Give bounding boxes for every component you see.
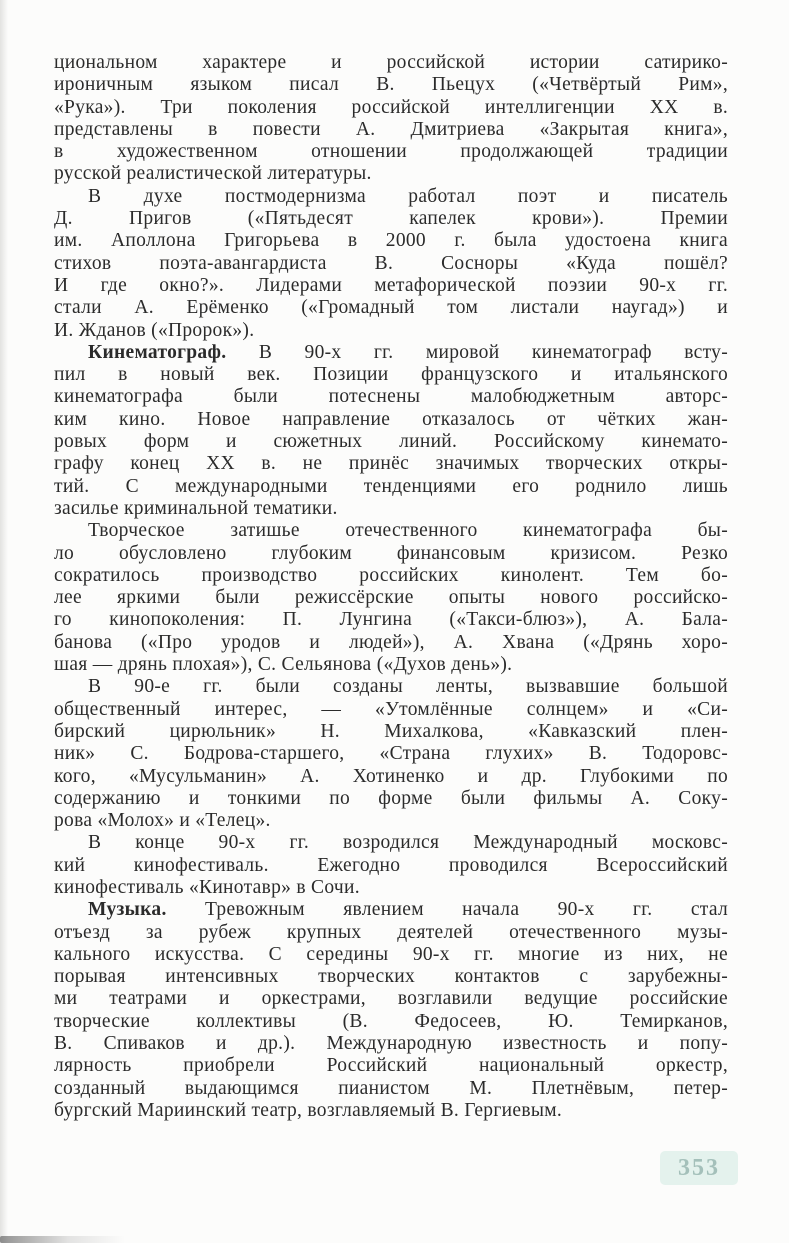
- text-line: В духе постмодернизма работал поэт и писатель: [88, 185, 728, 207]
- text-line: Музыка. Тревожным явлением начала 90-х гг. стал: [88, 899, 728, 921]
- text-line: бирский цирюльник» Н. Михалкова, «Кавказский плен-: [54, 720, 728, 742]
- text-line: В. Спиваков и др.). Международную известность и попу-: [54, 1033, 728, 1055]
- text-line: ник» С. Бодрова-старшего, «Страна глухих» В. Тодоровс-: [54, 743, 728, 765]
- section-heading-music: Музыка.: [88, 899, 167, 921]
- section-heading-cinema: Кинематограф.: [88, 341, 227, 363]
- text-line: кий кинофестиваль. Ежегодно проводился Всероссийский: [54, 854, 728, 876]
- paragraph: [54, 52, 728, 186]
- text-line: рова «Молох» и «Телец».: [54, 810, 271, 832]
- text-line: циональном характере и российской истории сатирико-: [54, 52, 728, 73]
- text-line: русской реалистической литературы.: [54, 163, 372, 185]
- text-line: созданный выдающимся пианистом М. Плетнёвым, петер-: [54, 1077, 728, 1099]
- text-line: общественный интерес, — «Утомлённые солнцем» и «Си-: [54, 698, 728, 720]
- text-line: И. Жданов («Пророк»).: [54, 319, 255, 341]
- scan-corner-smudge: [0, 1236, 125, 1243]
- text-line: лее яркими были режиссёрские опыты нового российско-: [54, 587, 728, 609]
- text-line: кинематографа были потеснены малобюджетным авторс-: [54, 386, 728, 408]
- text-line: «Рука»). Три поколения российской интеллигенции XX в.: [54, 96, 728, 118]
- paragraph: [54, 186, 728, 342]
- text-line: порывая интенсивных творческих контактов с зарубежны-: [54, 966, 728, 988]
- paragraph: [54, 520, 728, 676]
- paragraph: [54, 676, 728, 832]
- text-line: Д. Пригов («Пятьдесят капелек крови»). Премии: [54, 208, 728, 230]
- text-line: в художественном отношении продолжающей традиции: [54, 141, 728, 163]
- text-line: И где окно?». Лидерами метафорической поэзии 90-х гг.: [54, 274, 728, 296]
- text-column: [54, 52, 728, 1122]
- text-line: ироничным языком писал В. Пьецух («Четвёртый Рим»,: [54, 74, 728, 96]
- text-line: представлены в повести А. Дмитриева «Закрытая книга»,: [54, 118, 728, 140]
- text-line: содержанию и тонкими по форме были фильмы А. Соку-: [54, 787, 728, 809]
- text-line: го кинопоколения: П. Лунгина («Такси-блюз»), А. Бала-: [54, 609, 728, 631]
- paragraph: [54, 899, 728, 1122]
- text-line: бургский Мариинский театр, возглавляемый В. Гергиевым.: [54, 1099, 563, 1121]
- text-line: засилье криминальной тематики.: [54, 497, 338, 519]
- text-line: стихов поэта-авангардиста В. Сосноры «Куда пошёл?: [54, 252, 728, 274]
- text-line: творческие коллективы (В. Федосеев, Ю. Темирканов,: [54, 1010, 728, 1032]
- text-line: банова («Про уродов и людей»), А. Хвана («Дрянь хоро-: [54, 631, 728, 653]
- text-line: тий. С международными тенденциями его роднило лишь: [54, 475, 728, 497]
- text-line: ровых форм и сюжетных линий. Российскому кинемато-: [54, 431, 728, 453]
- text-line: В 90-е гг. были созданы ленты, вызвавшие большой: [88, 676, 728, 698]
- text-line: ло обусловлено глубоким финансовым кризисом. Резко: [54, 542, 728, 564]
- text-line: кального искусства. С середины 90-х гг. многие из них, не: [54, 943, 728, 965]
- paragraph: [54, 832, 728, 899]
- text-line: шая — дрянь плохая»), С. Сельянова («Духов день»).: [54, 654, 513, 676]
- text-line: Кинематограф. В 90-х гг. мировой кинематограф всту-: [88, 341, 728, 363]
- text-line: сократилось производство российских кинолент. Тем бо-: [54, 564, 728, 586]
- text-line: стали А. Ерёменко («Громадный том листали наугад») и: [54, 297, 728, 319]
- text-line: отъезд за рубеж крупных деятелей отечественного музы-: [54, 921, 728, 943]
- text-line: им. Аполлона Григорьева в 2000 г. была удостоена книга: [54, 230, 728, 252]
- text-line: ким кино. Новое направление отказалось от чётких жан-: [54, 408, 728, 430]
- text-line: ми театрами и оркестрами, возглавили ведущие российские: [54, 988, 728, 1010]
- text-line: графу конец XX в. не принёс значимых творческих откры-: [54, 453, 728, 475]
- text-line: В конце 90-х гг. возродился Международный московс-: [88, 832, 728, 854]
- page-number: 353: [660, 1151, 738, 1185]
- text-line: кинофестиваль «Кинотавр» в Сочи.: [54, 876, 360, 898]
- text-line: кого, «Мусульманин» А. Хотиненко и др. Глубокими по: [54, 765, 728, 787]
- scan-edge-shadow: [0, 0, 8, 1243]
- text-line: пил в новый век. Позиции французского и итальянского: [54, 364, 728, 386]
- text-line: Творческое затишье отечественного кинематографа бы-: [88, 520, 728, 542]
- text-line: лярность приобрели Российский национальный оркестр,: [54, 1055, 728, 1077]
- paragraph: [54, 342, 728, 520]
